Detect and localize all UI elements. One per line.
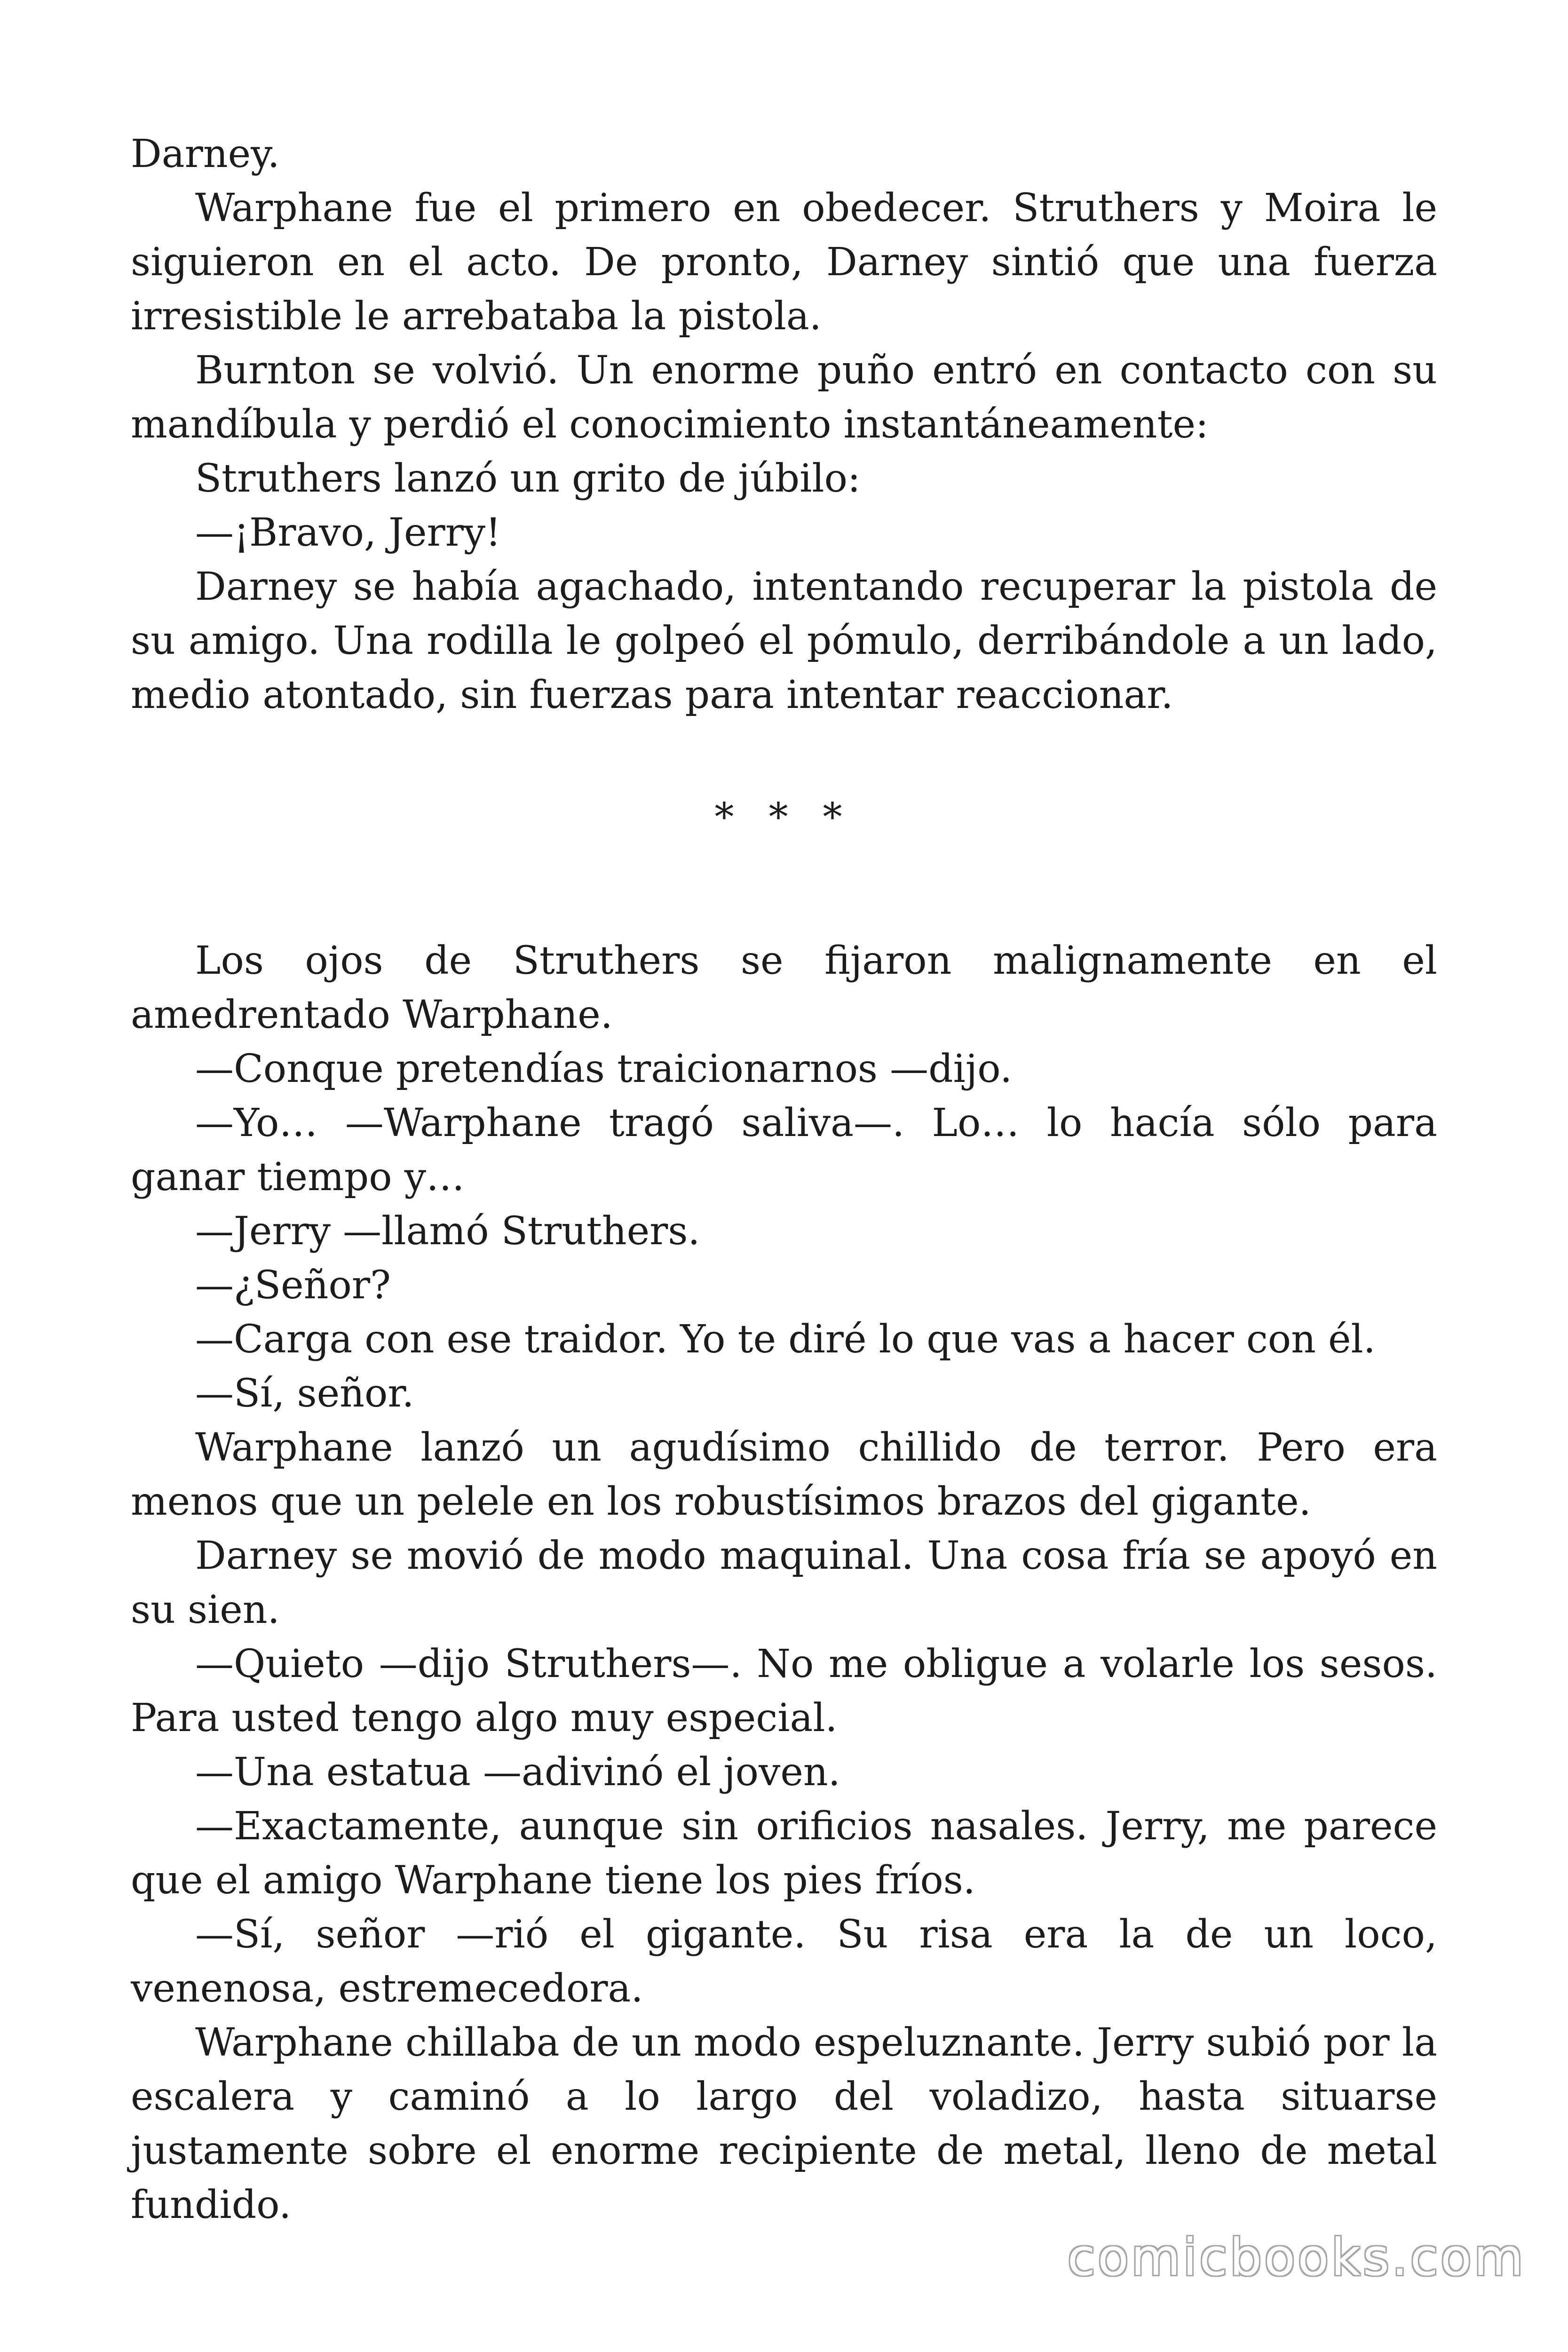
paragraph: Struthers lanzó un grito de júbilo: bbox=[195, 456, 861, 501]
paragraph: Warphane chillaba de un modo espeluznante. Jerry subió por la escalera y caminó a lo largo del voladizo, hasta situarse justamente sobre el enorme recipiente de metal, lleno de metal fundido. bbox=[131, 2020, 1437, 2227]
paragraph: —Yo… —Warphane tragó saliva—. Lo… lo hacía sólo para ganar tiempo y… bbox=[131, 1101, 1437, 1200]
paragraph: —¡Bravo, Jerry! bbox=[195, 510, 501, 555]
paragraph: Darney se había agachado, intentando recuperar la pistola de su amigo. Una rodilla le golpeó el pómulo, derribándole a un lado, medio atontado, sin fuerzas para intentar reaccionar. bbox=[131, 564, 1437, 717]
paragraph: Darney. bbox=[131, 132, 280, 176]
watermark: comicbooks.com bbox=[1067, 2228, 1526, 2287]
paragraph: Los ojos de Struthers se fijaron malignamente en el amedrentado Warphane. bbox=[131, 938, 1437, 1037]
paragraph: —Carga con ese traidor. Yo te diré lo que vas a hacer con él. bbox=[195, 1317, 1376, 1362]
paragraph: —Sí, señor —rió el gigante. Su risa era la de un loco, venenosa, estremecedora. bbox=[131, 1912, 1437, 2011]
paragraph: —Conque pretendías traicionarnos —dijo. bbox=[195, 1047, 1013, 1091]
paragraph: Warphane fue el primero en obedecer. Struthers y Moira le siguieron en el acto. De pronto, Darney sintió que una fuerza irresistible le arrebataba la pistola. bbox=[131, 186, 1437, 339]
paragraph: —Quieto —dijo Struthers—. No me obligue a volarle los sesos. Para usted tengo algo muy especial. bbox=[131, 1642, 1437, 1740]
text-block-bottom bbox=[131, 934, 1437, 2232]
paragraph: Warphane lanzó un agudísimo chillido de terror. Pero era menos que un pelele en los robustísimos brazos del gigante. bbox=[131, 1425, 1437, 1524]
section-separator: * * * bbox=[714, 795, 854, 840]
paragraph: Burnton se volvió. Un enorme puño entró en contacto con su mandíbula y perdió el conocimiento instantáneamente: bbox=[131, 348, 1437, 447]
paragraph: —Exactamente, aunque sin orificios nasales. Jerry, me parece que el amigo Warphane tiene los pies fríos. bbox=[131, 1804, 1437, 1903]
text-block-top bbox=[131, 127, 1437, 722]
paragraph: —Una estatua —adivinó el joven. bbox=[195, 1750, 840, 1795]
paragraph: —¿Señor? bbox=[195, 1263, 391, 1308]
paragraph: —Sí, señor. bbox=[195, 1371, 414, 1416]
paragraph: Darney se movió de modo maquinal. Una cosa fría se apoyó en su sien. bbox=[131, 1534, 1437, 1632]
paragraph: —Jerry —llamó Struthers. bbox=[195, 1209, 700, 1254]
